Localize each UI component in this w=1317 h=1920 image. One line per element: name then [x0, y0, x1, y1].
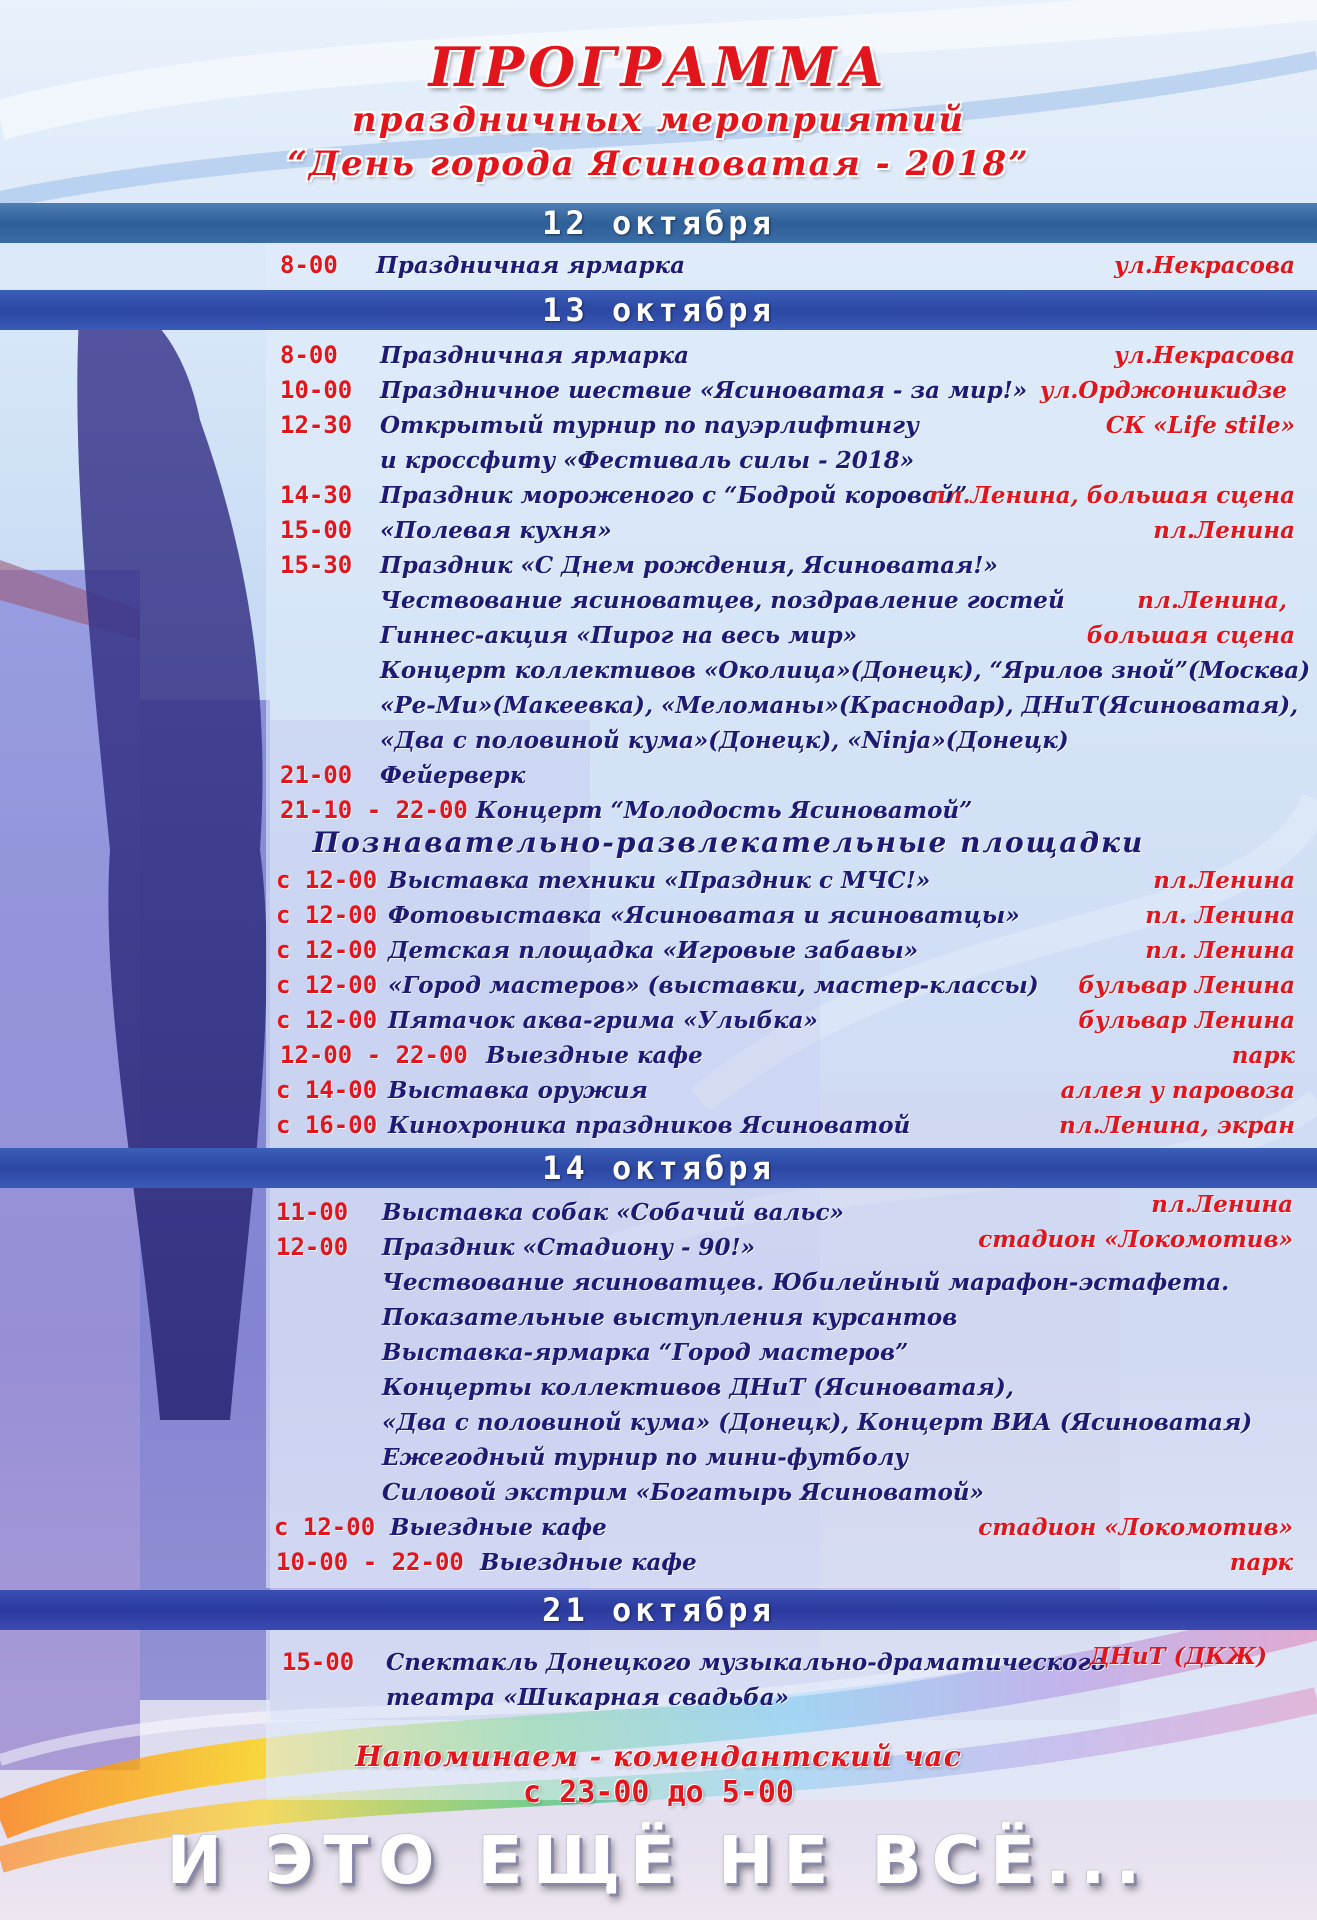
- event-title: Кинохроника праздников Ясиноватой: [388, 1112, 911, 1139]
- event-place: ул.Орджоникидзе: [1039, 377, 1287, 404]
- schedule-row: [0, 1545, 1317, 1580]
- event-time: с 12-00: [274, 1513, 376, 1541]
- event-place: пл.Ленина: [1153, 517, 1295, 544]
- schedule-row: [0, 373, 1317, 408]
- schedule-row: [0, 338, 1317, 373]
- event-time: 21-00: [280, 761, 353, 789]
- event-time: 21-10 - 22-00: [280, 796, 468, 824]
- event-title: Детская площадка «Игровые забавы»: [388, 937, 919, 964]
- schedule-row: [0, 443, 1317, 478]
- schedule-row: [0, 793, 1317, 828]
- schedule-row: [0, 933, 1317, 968]
- event-time: 12-30: [280, 411, 353, 439]
- schedule-row: [0, 478, 1317, 513]
- event-title: Фейерверк: [380, 762, 526, 789]
- event-title: Силовой экстрим «Богатырь Ясиноватой»: [382, 1479, 984, 1506]
- event-place: пл.Ленина, экран: [1059, 1112, 1295, 1139]
- event-place: ДНиТ (ДКЖ): [1089, 1643, 1267, 1670]
- date-bar-oct-14: 14 октября: [0, 1148, 1317, 1188]
- curfew-hours: с 23-00 до 5-00: [523, 1775, 794, 1810]
- event-title: «Город мастеров» (выставки, мастер-классы): [388, 972, 1039, 999]
- event-title: «Полевая кухня»: [380, 517, 612, 544]
- event-title: «Два с половиной кума» (Донецк), Концерт ВИА (Ясиноватая): [382, 1409, 1253, 1436]
- schedule-row: [0, 1073, 1317, 1108]
- event-place: стадион «Локомотив»: [978, 1514, 1293, 1541]
- event-title: Выездные кафе: [486, 1042, 703, 1069]
- event-title: Праздник мороженого с “Бодрой коровой”: [380, 482, 968, 509]
- schedule-row: [0, 1440, 1317, 1475]
- curfew-reminder: Напоминаем - комендантский час: [355, 1740, 962, 1773]
- event-title: Чествование ясиноватцев, поздравление гостей: [380, 587, 1065, 614]
- event-place: пл. Ленина: [1145, 937, 1295, 964]
- schedule-row: [0, 1038, 1317, 1073]
- event-title: Выставка собак «Собачий вальс»: [382, 1199, 844, 1226]
- event-place: пл.Ленина, большая сцена: [928, 482, 1295, 509]
- event-title: Праздник «С Днем рождения, Ясиноватая!»: [380, 552, 998, 579]
- schedule-row: [0, 1405, 1317, 1440]
- schedule-row: [0, 723, 1317, 758]
- event-time: 11-00: [276, 1198, 349, 1226]
- schedule-row: [0, 618, 1317, 653]
- event-title: и кроссфиту «Фестиваль силы - 2018»: [380, 447, 915, 474]
- event-place: аллея у паровоза: [1060, 1077, 1295, 1104]
- event-place: ул.Некрасова: [1114, 342, 1295, 369]
- event-time: с 12-00: [276, 866, 378, 894]
- schedule-row: [0, 513, 1317, 548]
- event-place: большая сцена: [1086, 622, 1295, 649]
- event-title: Чествование ясиноватцев. Юбилейный марафон-эстафета.: [382, 1269, 1230, 1296]
- schedule-row: [0, 863, 1317, 898]
- event-title: Концерт коллективов «Околица»(Донецк), “Ярилов зной”(Москва): [380, 657, 1311, 684]
- schedule-row: [0, 1645, 1317, 1680]
- poster-title-block: [0, 36, 1317, 186]
- event-time: с 12-00: [276, 971, 378, 999]
- closing-slogan: И ЭТО ЕЩЁ НЕ ВСЁ...: [166, 1822, 1151, 1899]
- schedule-row: [0, 968, 1317, 1003]
- event-time: 10-00 - 22-00: [276, 1548, 464, 1576]
- event-place: бульвар Ленина: [1078, 972, 1295, 999]
- schedule-row: [0, 1226, 1317, 1265]
- event-time: 14-30: [280, 481, 353, 509]
- event-title: Пятачок аква-грима «Улыбка»: [388, 1007, 818, 1034]
- event-title: «Ре-Ми»(Макеевка), «Меломаны»(Краснодар), ДНиТ(Ясиноватая),: [380, 692, 1299, 719]
- event-time: 8-00: [280, 341, 338, 369]
- event-time: с 16-00: [276, 1111, 378, 1139]
- event-title: Выездные кафе: [390, 1514, 607, 1541]
- event-title: Выездные кафе: [480, 1549, 697, 1576]
- event-place: пл.Ленина,: [1137, 587, 1287, 614]
- schedule-row: [0, 898, 1317, 933]
- event-title: Праздничная ярмарка: [380, 342, 690, 369]
- event-time: 8-00: [280, 251, 338, 279]
- event-title: Ежегодный турнир по мини-футболу: [382, 1444, 909, 1471]
- event-title: Фотовыставка «Ясиноватая и ясиноватцы»: [388, 902, 1020, 929]
- event-title: «Два с половиной кума»(Донецк), «Ninja»(Донецк): [380, 727, 1069, 754]
- event-place: парк: [1231, 1042, 1295, 1069]
- event-title: Показательные выступления курсантов: [382, 1304, 958, 1331]
- poster-subtitle: праздничных мероприятий: [351, 100, 966, 140]
- schedule-row: [0, 758, 1317, 793]
- schedule-row: [0, 408, 1317, 443]
- schedule-row: [0, 1003, 1317, 1038]
- schedule-row: [0, 688, 1317, 723]
- event-time: 15-00: [282, 1648, 355, 1676]
- event-title: Открытый турнир по пауэрлифтингу: [380, 412, 919, 439]
- event-place: стадион «Локомотив»: [978, 1226, 1293, 1253]
- schedule-row: [0, 1265, 1317, 1300]
- event-time: 12-00 - 22-00: [280, 1041, 468, 1069]
- event-place: СК «Life stile»: [1105, 412, 1295, 439]
- event-time: 15-30: [280, 551, 353, 579]
- event-place: ул.Некрасова: [1114, 252, 1295, 279]
- event-title: Концерты коллективов ДНиТ (Ясиноватая),: [382, 1374, 1014, 1401]
- schedule-row: [0, 1335, 1317, 1370]
- event-title: театра «Шикарная свадьба»: [386, 1684, 790, 1711]
- event-time: 15-00: [280, 516, 353, 544]
- event-title: Праздничное шествие «Ясиноватая - за мир!»: [380, 377, 1028, 404]
- schedule-row: [0, 583, 1317, 618]
- event-place: пл.Ленина: [1153, 867, 1295, 894]
- event-title: Выставка техники «Праздник с МЧС!»: [388, 867, 931, 894]
- event-time: 10-00: [280, 376, 353, 404]
- poster-title: ПРОГРАММА: [428, 35, 889, 99]
- event-title: Праздничная ярмарка: [376, 252, 686, 279]
- schedule-row: [0, 1108, 1317, 1143]
- event-time: с 12-00: [276, 936, 378, 964]
- schedule-row: [0, 1370, 1317, 1405]
- event-time: с 12-00: [276, 1006, 378, 1034]
- schedule-row: [0, 1680, 1317, 1715]
- event-place: пл. Ленина: [1145, 902, 1295, 929]
- event-place: парк: [1229, 1549, 1293, 1576]
- date-bar-oct-21: 21 октября: [0, 1590, 1317, 1630]
- event-time: с 12-00: [276, 901, 378, 929]
- event-title: Выставка оружия: [388, 1077, 648, 1104]
- date-bar-oct-13: 13 октября: [0, 290, 1317, 330]
- schedule-row: [0, 1510, 1317, 1545]
- poster-event-name: “День города Ясиноватая - 2018”: [287, 144, 1030, 184]
- schedule-row: [0, 548, 1317, 583]
- event-place: бульвар Ленина: [1078, 1007, 1295, 1034]
- event-time: с 14-00: [276, 1076, 378, 1104]
- event-title: Спектакль Донецкого музыкально-драматического: [386, 1649, 1106, 1676]
- schedule-row: [0, 1475, 1317, 1510]
- schedule-row: [0, 248, 1317, 283]
- schedule-row: [0, 1300, 1317, 1335]
- schedule-row: [0, 653, 1317, 688]
- event-title: Праздник «Стадиону - 90!»: [382, 1234, 755, 1261]
- event-place: пл.Ленина: [1151, 1191, 1293, 1218]
- event-title: Гиннес-акция «Пирог на весь мир»: [380, 622, 858, 649]
- event-title: Выставка-ярмарка “Город мастеров”: [382, 1339, 909, 1366]
- date-bar-oct-12: 12 октября: [0, 203, 1317, 243]
- event-time: 12-00: [276, 1233, 349, 1261]
- event-title: Концерт “Молодость Ясиноватой”: [476, 797, 973, 824]
- section-title: Познавательно-развлекательные площадки: [312, 826, 1145, 859]
